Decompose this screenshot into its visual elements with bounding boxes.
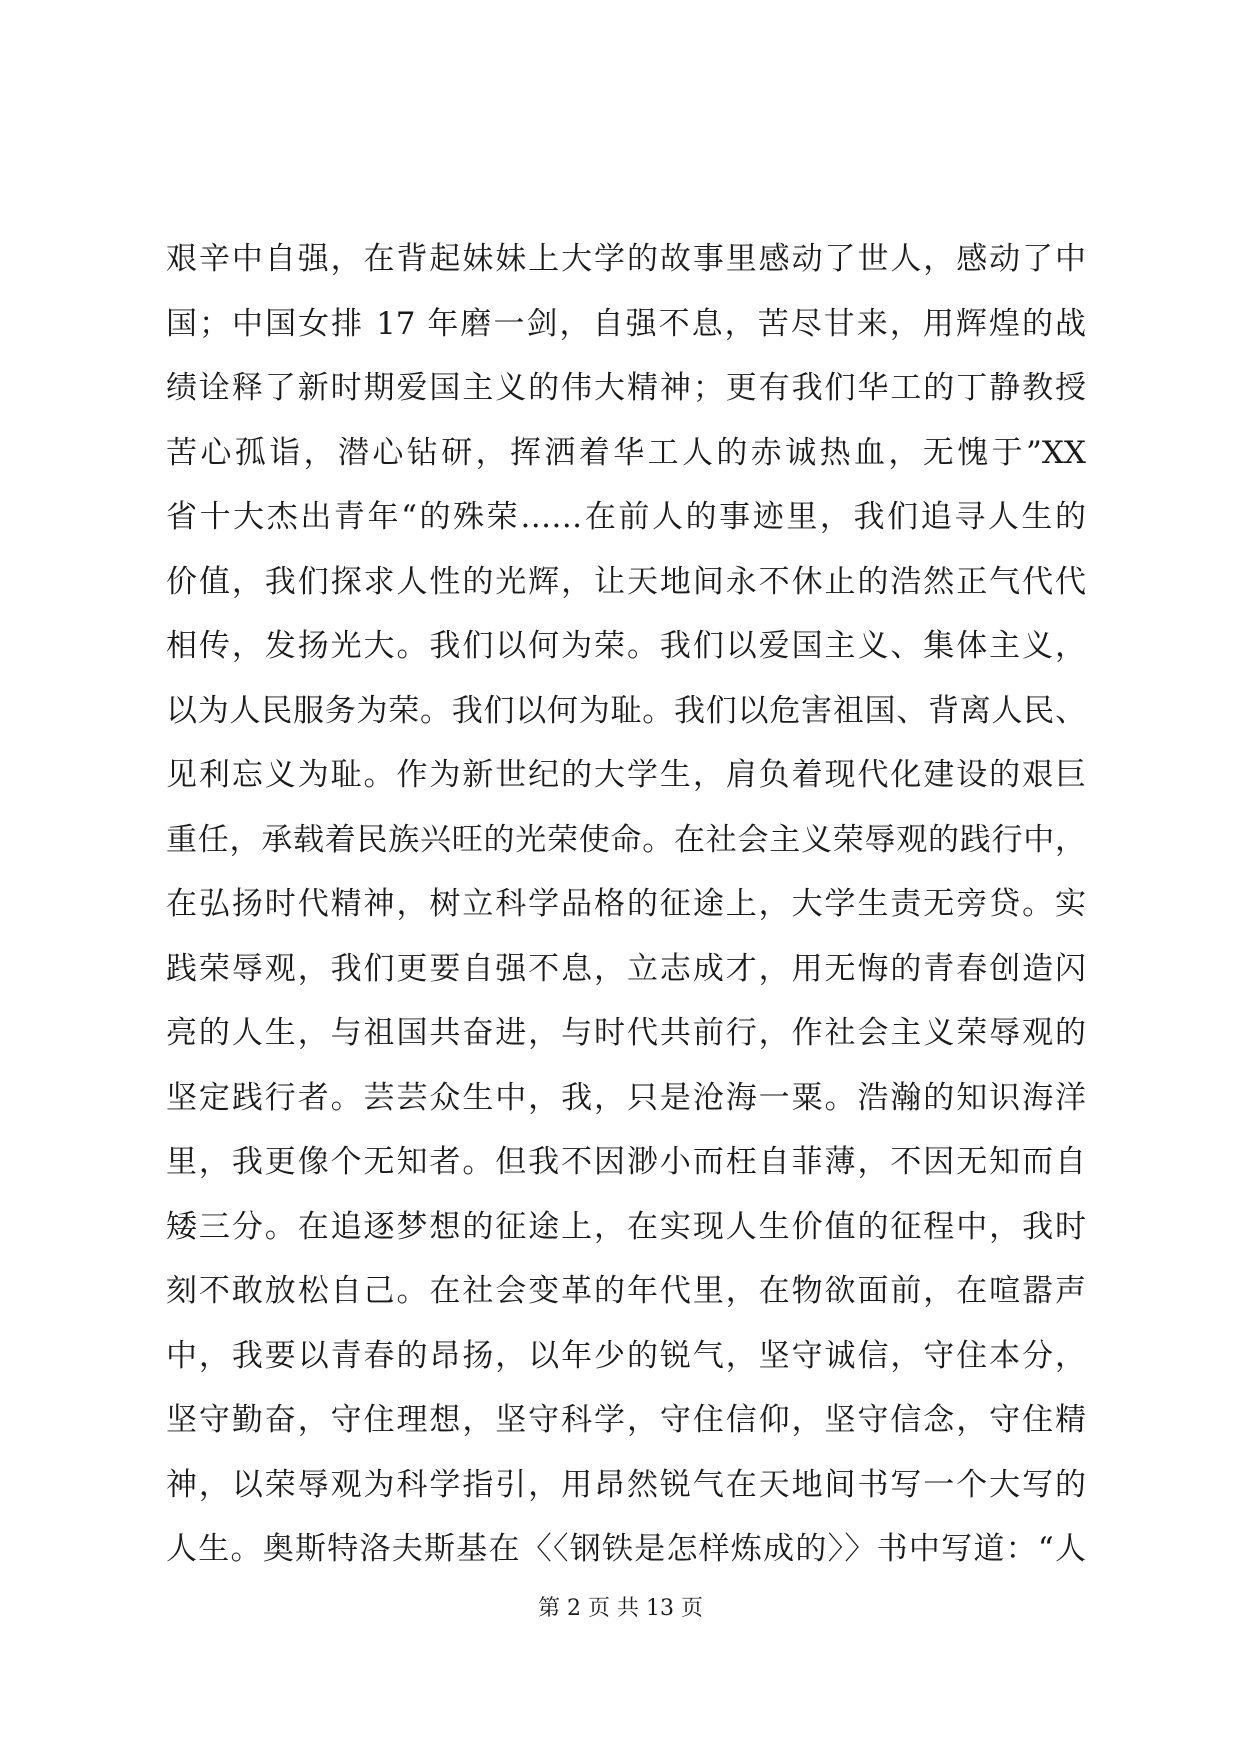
text-line: 矮三分。在追逐梦想的征途上，在实现人生价值的征程中，我时 — [166, 1208, 1086, 1245]
text-line: 人生。奥斯特洛夫斯基在〈〈钢铁是怎样炼成的〉〉书中写道：“人 — [166, 1531, 1086, 1567]
text-line: 在弘扬时代精神，树立科学品格的征途上，大学生责无旁贷。实 — [166, 886, 1086, 922]
text-line: 坚守勤奋，守住理想，坚守科学，守住信仰，坚守信念，守住精 — [166, 1402, 1086, 1438]
text-line: 见利忘义为耻。作为新世纪的大学生，肩负着现代化建设的艰巨 — [166, 757, 1086, 793]
text-line: 绩诠释了新时期爱国主义的伟大精神；更有我们华工的丁静教授 — [166, 370, 1086, 406]
text-line: 国；中国女排 17 年磨一剑，自强不息，苦尽甘来，用辉煌的战 — [166, 305, 1086, 342]
text-line: 里，我更像个无知者。但我不因渺小而枉自菲薄，不因无知而自 — [166, 1144, 1086, 1180]
text-line: 省十大杰出青年“的殊荣……在前人的事迹里，我们追寻人生的 — [166, 499, 1086, 535]
text-line: 神，以荣辱观为科学指引，用昂然锐气在天地间书写一个大写的 — [166, 1466, 1086, 1503]
text-line: 坚定践行者。芸芸众生中，我，只是沧海一粟。浩瀚的知识海洋 — [166, 1079, 1086, 1116]
body-text — [166, 227, 1086, 1582]
text-line: 践荣辱观，我们更要自强不息，立志成才，用无悔的青春创造闪 — [166, 950, 1086, 987]
text-line: 艰辛中自强，在背起妹妹上大学的故事里感动了世人，感动了中 — [166, 241, 1086, 277]
text-line: 刻不敢放松自己。在社会变革的年代里，在物欲面前，在喧嚣声 — [166, 1273, 1086, 1309]
text-line: 中，我要以青春的昂扬，以年少的锐气，坚守诚信，守住本分， — [166, 1337, 1086, 1374]
text-line: 价值，我们探求人性的光辉，让天地间永不休止的浩然正气代代 — [166, 563, 1086, 600]
text-line: 苦心孤诣，潜心钻研，挥洒着华工人的赤诚热血，无愧于”XX — [166, 434, 1086, 471]
page-number: 第 2 页 共 13 页 — [538, 1596, 703, 1621]
text-line: 相传，发扬光大。我们以何为荣。我们以爱国主义、集体主义， — [166, 628, 1086, 664]
text-line: 亮的人生，与祖国共奋进，与时代共前行，作社会主义荣辱观的 — [166, 1015, 1086, 1051]
text-line: 以为人民服务为荣。我们以何为耻。我们以危害祖国、背离人民、 — [166, 692, 1086, 729]
text-line: 重任，承载着民族兴旺的光荣使命。在社会主义荣辱观的践行中， — [166, 821, 1086, 858]
